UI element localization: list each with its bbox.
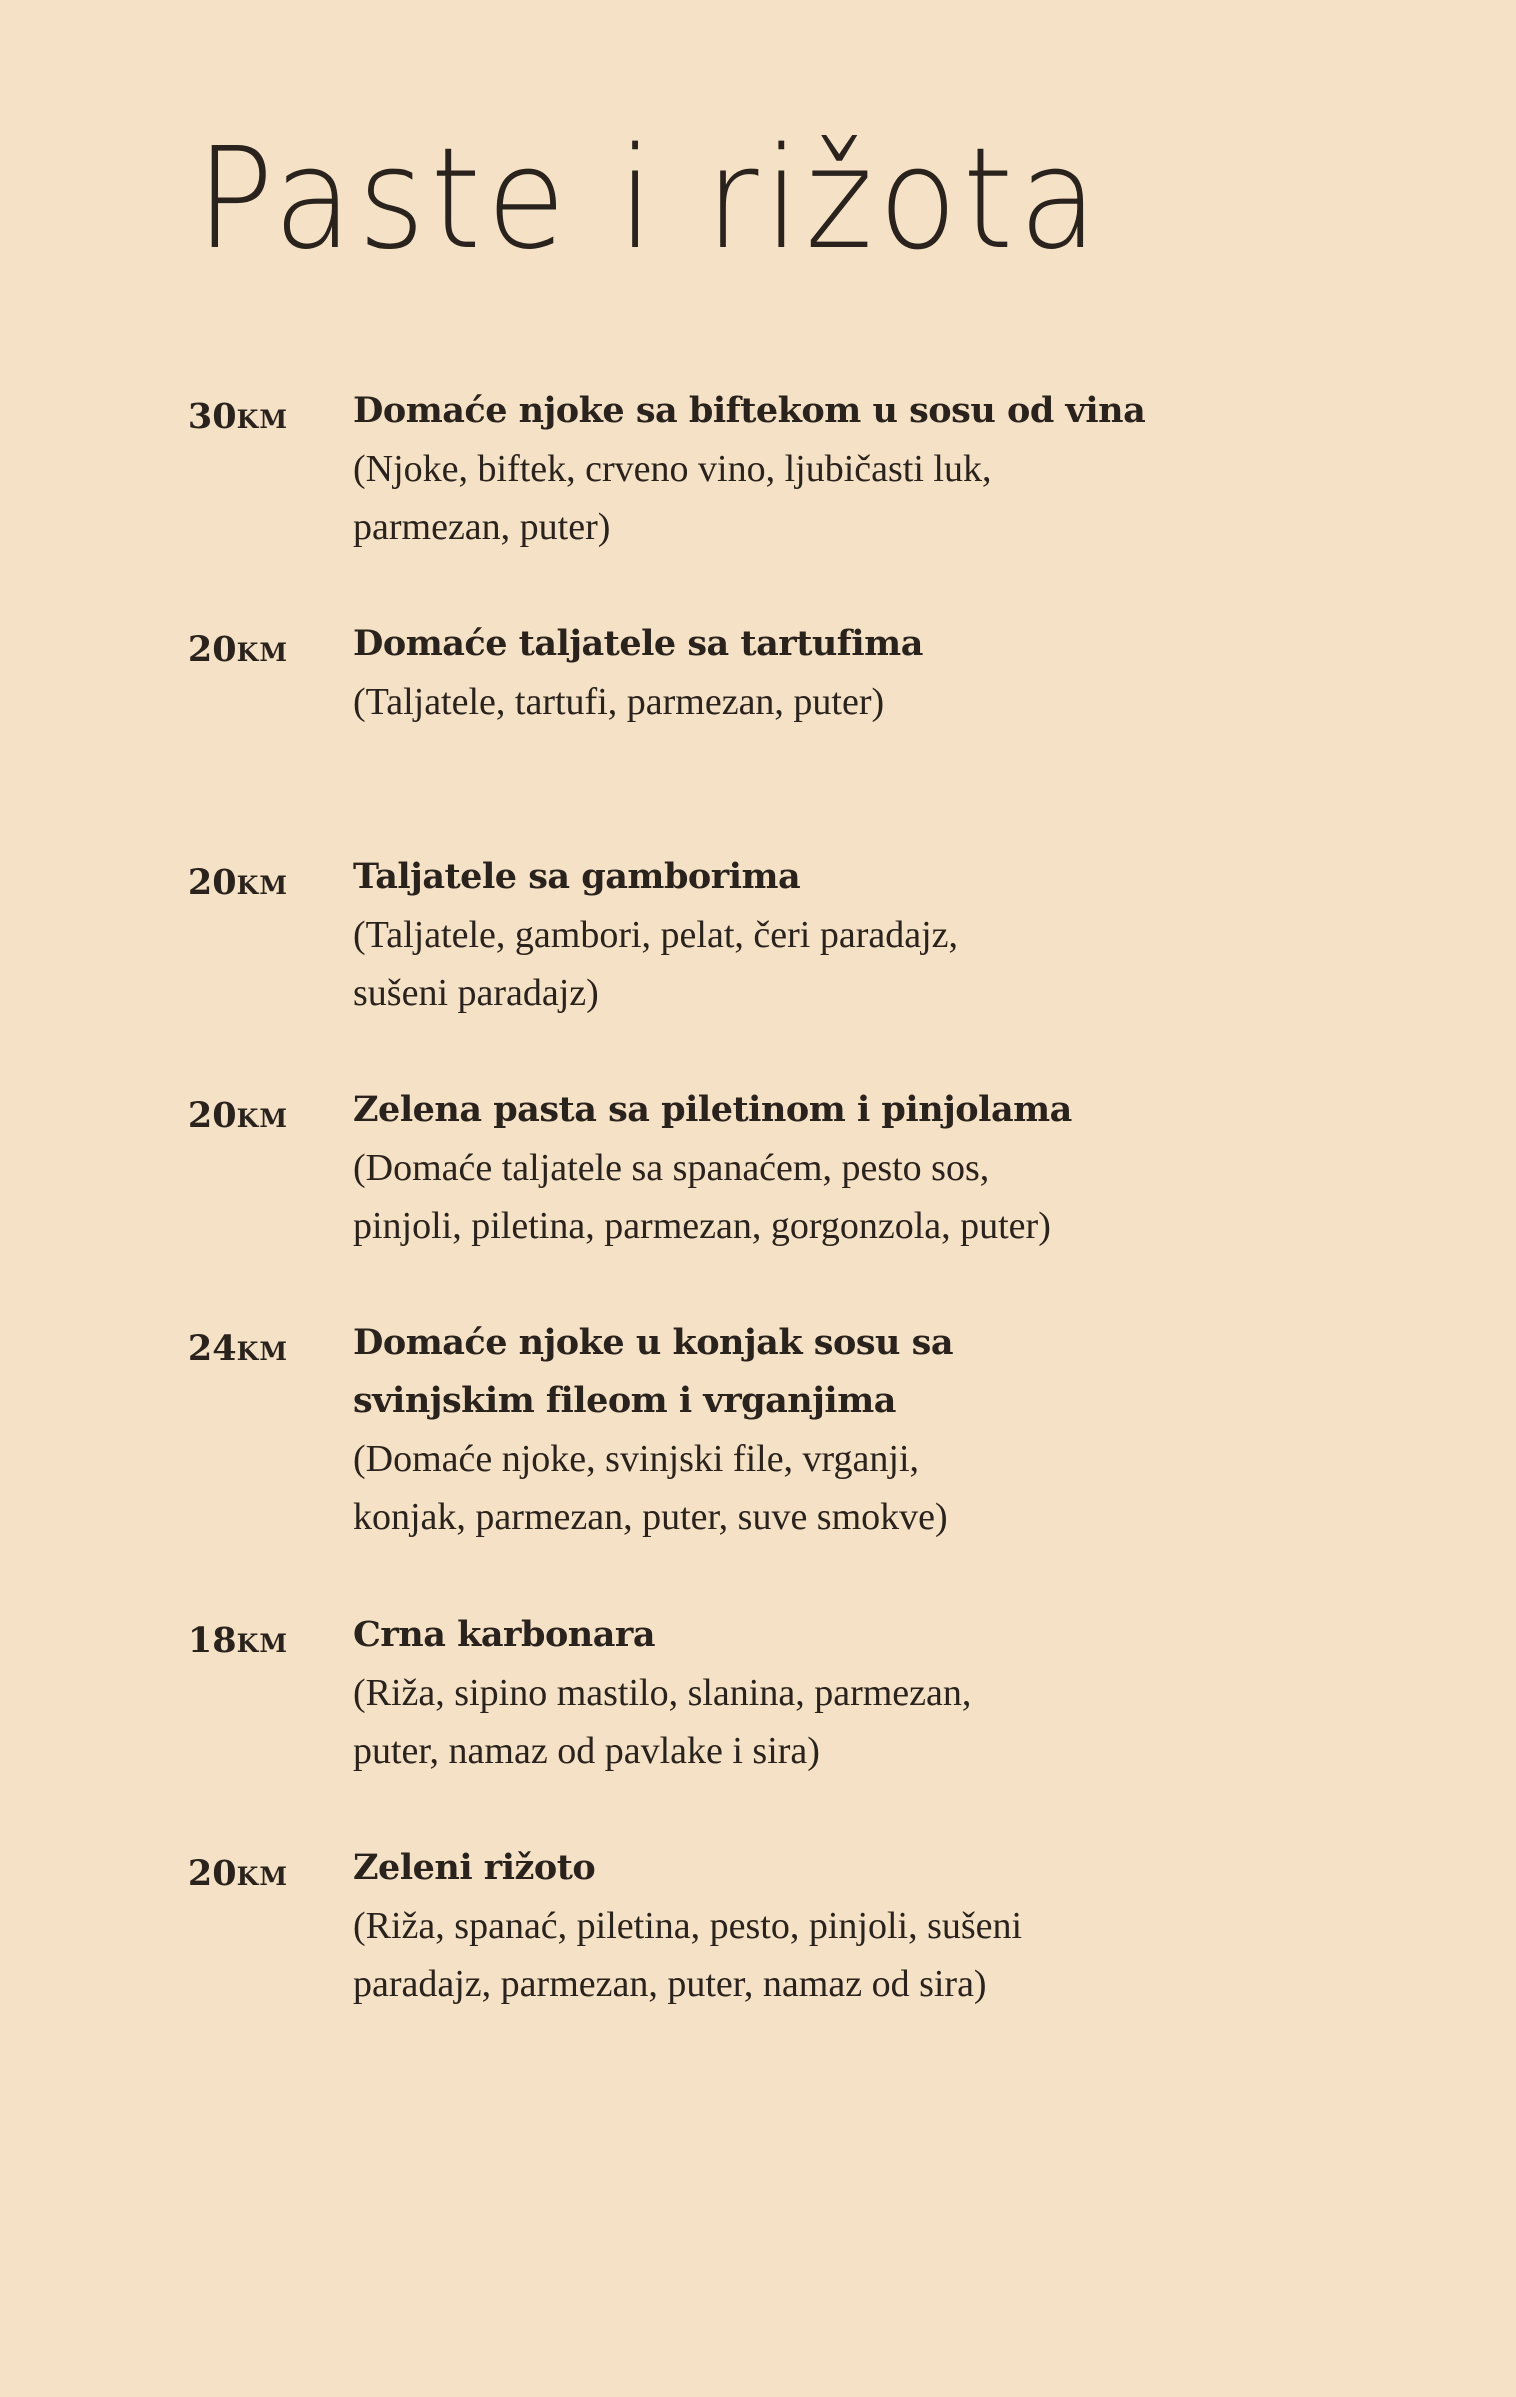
item-ingredients: (Domaće njoke, svinjski file, vrganji, konjak, parmezan, puter, suve smokve) [353,1438,948,1538]
item-name: Zeleni rižoto [353,1847,596,1888]
item-ingredients: (Riža, sipino mastilo, slanina, parmezan, puter, namaz od pavlake i sira) [353,1672,972,1772]
item-ingredients: (Taljatele, gambori, pelat, čeri paradajz, sušeni paradajz) [353,914,959,1014]
item-name: Taljatele sa gamborima [353,856,801,897]
item-price [150,1320,288,1381]
item-description [353,1314,1353,1546]
menu-item [0,848,1516,1081]
item-name: Zelena pasta sa piletinom i pinjolama [353,1089,1072,1130]
item-name: Crna karbonara [353,1614,656,1655]
item-description [353,1606,1353,1780]
price-currency: KM [236,405,288,434]
price-value: 30 [187,396,237,437]
item-ingredients: (Taljatele, tartufi, parmezan, puter) [353,681,885,723]
item-ingredients: (Njoke, biftek, crveno vino, ljubičasti luk, parmezan, puter) [353,448,992,548]
price-value: 20 [187,629,237,670]
item-description [353,382,1353,556]
item-price [150,854,288,915]
menu-item [0,1606,1516,1839]
item-description [353,1081,1353,1255]
price-currency: KM [236,871,288,900]
item-price [150,621,288,682]
price-value: 18 [187,1620,237,1661]
price-currency: KM [236,1862,288,1891]
item-name: Domaće njoke sa biftekom u sosu od vina [353,390,1146,431]
item-price [150,1845,288,1906]
item-description [353,1839,1353,2013]
price-currency: KM [236,1104,288,1133]
price-currency: KM [236,638,288,667]
menu-item [0,1081,1516,1314]
price-value: 20 [187,862,237,903]
price-value: 20 [187,1853,237,1894]
price-value: 24 [187,1328,237,1369]
price-currency: KM [236,1337,288,1366]
item-price [150,1087,288,1148]
item-price [150,388,288,449]
menu-list [0,382,1516,2072]
item-ingredients: (Domaće taljatele sa spanaćem, pesto sos, pinjoli, piletina, parmezan, gorgonzola, puter) [353,1147,1051,1247]
menu-item [0,1314,1516,1606]
price-currency: KM [236,1629,288,1658]
page-title: Paste i rižota [196,118,1104,281]
menu-item [0,382,1516,615]
item-ingredients: (Riža, spanać, piletina, pesto, pinjoli, sušeni paradajz, parmezan, puter, namaz od sira) [353,1905,1023,2005]
price-value: 20 [187,1095,237,1136]
item-description [353,615,1353,731]
menu-item [0,1839,1516,2072]
item-price [150,1612,288,1673]
item-name: Domaće njoke u konjak sosu sa svinjskim fileom i vrganjima [353,1322,954,1421]
item-description [353,848,1353,1022]
item-name: Domaće taljatele sa tartufima [353,623,923,664]
menu-item [0,615,1516,848]
